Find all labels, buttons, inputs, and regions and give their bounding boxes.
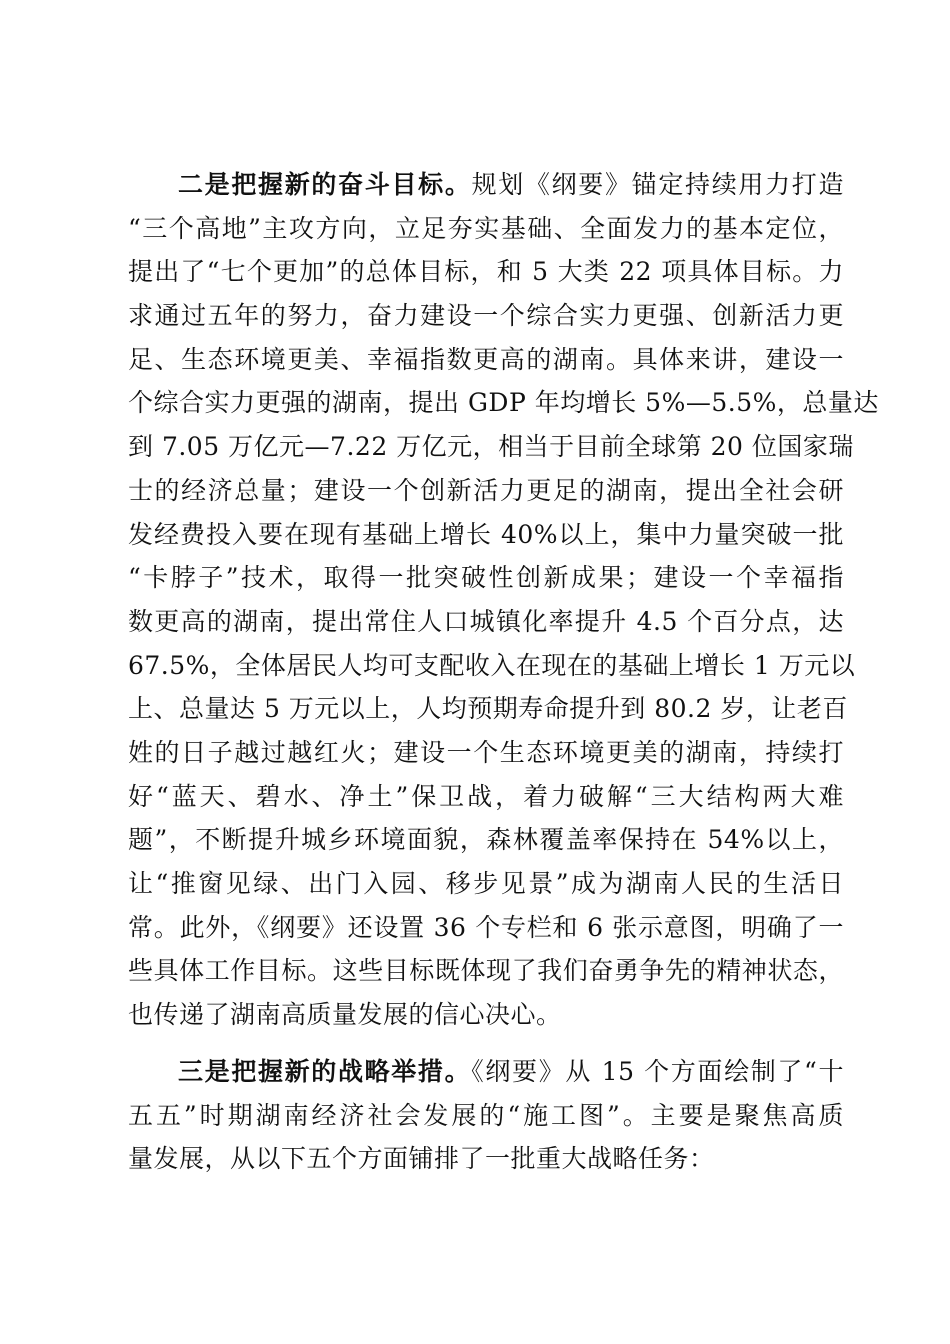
paragraph-last-line: 量发展，从以下五个方面铺排了一批重大战略任务： — [128, 1144, 715, 1174]
paragraph-line: 些具体工作目标。这些目标既体现了我们奋勇争先的精神状态， — [128, 956, 844, 986]
paragraph-heading: 三是把握新的战略举措。 — [178, 1057, 472, 1086]
paragraph-line: 上、总量达 5 万元以上，人均预期寿命提升到 80.2 岁，让老百 — [128, 694, 848, 724]
paragraph-line: 求通过五年的努力，奋力建设一个综合实力更强、创新活力更 — [128, 301, 844, 331]
paragraph-line: 姓的日子越过越红火；建设一个生态环境更美的湖南，持续打 — [128, 737, 844, 767]
paragraph-heading: 二是把握新的奋斗目标。 — [178, 170, 472, 199]
paragraph-line: 题”，不断提升城乡环境面貌，森林覆盖率保持在 54%以上， — [128, 825, 844, 855]
paragraph-line: 好“蓝天、碧水、净土”保卫战，着力破解“三大结构两大难 — [128, 781, 844, 811]
paragraph-line: 到 7.05 万亿元—7.22 万亿元，相当于目前全球第 20 位国家瑞 — [128, 432, 854, 462]
paragraph-text: 《纲要》从 15 个方面绘制了“十 — [471, 1057, 844, 1086]
paragraph-goals — [128, 163, 879, 1037]
paragraph-line: 士的经济总量；建设一个创新活力更足的湖南，提出全社会研 — [128, 475, 844, 505]
paragraph-line: “三个高地”主攻方向，立足夯实基础、全面发力的基本定位， — [128, 213, 844, 243]
paragraph-last-line: 也传递了湖南高质量发展的信心决心。 — [128, 1000, 562, 1030]
paragraph-line: 常。此外，《纲要》还设置 36 个专栏和 6 张示意图，明确了一 — [128, 912, 844, 942]
paragraph-line: 发经费投入要在现有基础上增长 40%以上，集中力量突破一批 — [128, 519, 844, 549]
paragraph-line: 数更高的湖南，提出常住人口城镇化率提升 4.5 个百分点，达 — [128, 606, 844, 636]
paragraph-line: 五五”时期湖南经济社会发展的“施工图”。主要是聚焦高质 — [128, 1100, 844, 1130]
paragraph-first-line — [128, 1050, 844, 1094]
paragraph-line: 足、生态环境更美、幸福指数更高的湖南。具体来讲，建设一 — [128, 344, 844, 374]
paragraph-text: 规划《纲要》锚定持续用力打造 — [471, 170, 844, 199]
paragraph-line: 让“推窗见绿、出门入园、移步见景”成为湖南人民的生活日 — [128, 869, 844, 898]
paragraph-line: 67.5%，全体居民人均可支配收入在现在的基础上增长 1 万元以 — [128, 650, 856, 680]
paragraph-line: 提出了“七个更加”的总体目标，和 5 大类 22 项具体目标。力 — [128, 257, 844, 287]
paragraph-first-line — [128, 163, 844, 207]
paragraph-line: “卡脖子”技术，取得一批突破性创新成果；建设一个幸福指 — [128, 563, 844, 593]
paragraph-strategies — [128, 1050, 844, 1181]
paragraph-line: 个综合实力更强的湖南，提出 GDP 年均增长 5%—5.5%，总量达 — [128, 388, 879, 418]
